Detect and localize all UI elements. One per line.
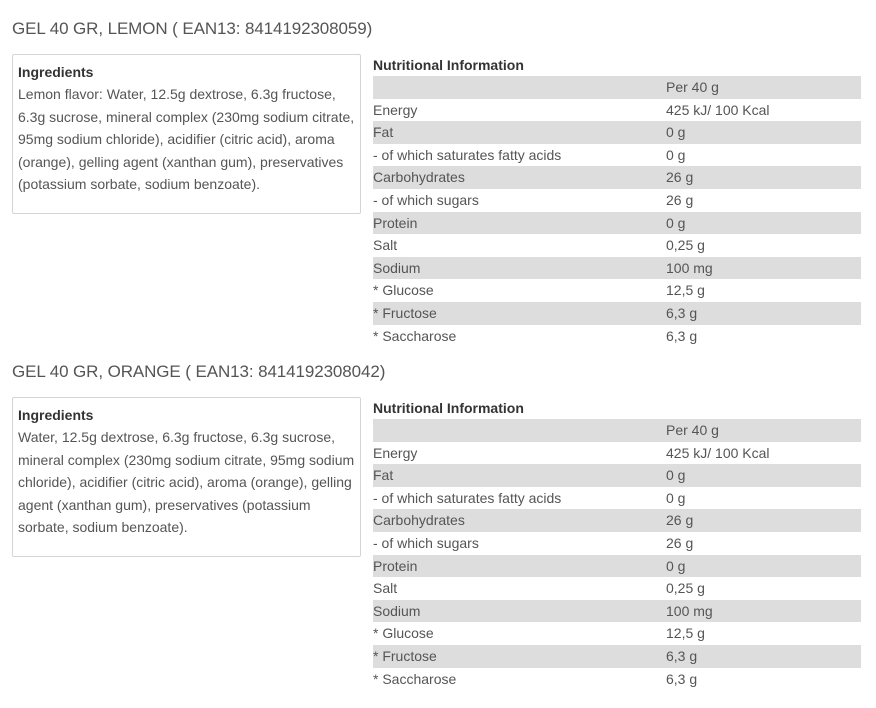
table-row bbox=[373, 577, 861, 600]
table-row bbox=[373, 600, 861, 623]
table-row bbox=[373, 668, 861, 691]
table-row bbox=[373, 487, 861, 510]
table-row bbox=[373, 166, 861, 189]
nutrient-name: - of which sugars bbox=[373, 534, 479, 551]
nutrient-name: Fat bbox=[373, 464, 666, 487]
nutrient-name: Energy bbox=[373, 444, 418, 461]
nutrition-heading: Nutritional Information bbox=[373, 400, 524, 416]
table-row bbox=[373, 212, 861, 235]
table-row bbox=[373, 257, 861, 280]
nutrient-value: 26 g bbox=[666, 191, 694, 208]
table-row bbox=[373, 442, 861, 465]
nutrient-name: Protein bbox=[373, 555, 666, 578]
nutrition-panel bbox=[373, 54, 861, 347]
nutrient-value: 26 g bbox=[666, 166, 861, 189]
nutrient-name: * Saccharose bbox=[373, 327, 457, 344]
table-row bbox=[373, 419, 861, 442]
nutrient-name: - of which saturates fatty acids bbox=[373, 146, 562, 163]
nutrient-name: Energy bbox=[373, 101, 418, 118]
nutrient-name: Sodium bbox=[373, 257, 666, 280]
ingredients-text: Lemon flavor: Water, 12.5g dextrose, 6.3g fructose, 6.3g sucrose, mineral complex (230mg sodium citrate, 95mg sodium chloride), acidifier (citric acid), aroma (orange), gelling agent (xanthan gum), preservatives (potassium sorbate, sodium benzoate). bbox=[18, 86, 355, 193]
table-row bbox=[373, 234, 861, 257]
ingredients-box bbox=[12, 54, 361, 214]
nutrient-value: 0 g bbox=[666, 121, 861, 144]
table-row bbox=[373, 532, 861, 555]
nutrient-name: Fat bbox=[373, 121, 666, 144]
nutrient-name: Sodium bbox=[373, 600, 666, 623]
nutrient-name: * Saccharose bbox=[373, 670, 457, 687]
ingredients-text: Water, 12.5g dextrose, 6.3g fructose, 6.3g sucrose, mineral complex (230mg sodium citrate, 95mg sodium chloride), acidifier (citric acid), aroma (orange), gelling agent (xanthan gum), preservatives (potassium sorbate, sodium benzoate). bbox=[18, 429, 355, 536]
nutrient-value: 6,3 g bbox=[666, 327, 698, 344]
table-row bbox=[373, 645, 861, 668]
table-row bbox=[373, 99, 861, 122]
nutrient-value: Per 40 g bbox=[666, 419, 861, 442]
nutrient-value: 26 g bbox=[666, 509, 861, 532]
nutrient-value: 0 g bbox=[666, 146, 686, 163]
table-row bbox=[373, 189, 861, 212]
nutrition-table bbox=[373, 76, 861, 347]
nutrition-table bbox=[373, 419, 861, 690]
product-title: GEL 40 GR, LEMON ( EAN13: 8414192308059) bbox=[12, 19, 373, 38]
table-row bbox=[373, 622, 861, 645]
nutrition-heading: Nutritional Information bbox=[373, 57, 524, 73]
nutrient-name: - of which saturates fatty acids bbox=[373, 489, 562, 506]
table-row bbox=[373, 509, 861, 532]
nutrient-name: Carbohydrates bbox=[373, 509, 666, 532]
table-row bbox=[373, 279, 861, 302]
nutrient-value: 0,25 g bbox=[666, 580, 705, 597]
nutrient-name: * Glucose bbox=[373, 625, 434, 642]
nutrient-name: - of which sugars bbox=[373, 191, 479, 208]
nutrient-value: 100 mg bbox=[666, 257, 861, 280]
table-row bbox=[373, 144, 861, 167]
nutrient-name: Protein bbox=[373, 212, 666, 235]
nutrient-value: 6,3 g bbox=[666, 645, 861, 668]
nutrient-value: 12,5 g bbox=[666, 625, 705, 642]
ingredients-heading: Ingredients bbox=[18, 407, 94, 423]
table-row bbox=[373, 464, 861, 487]
nutrient-name: * Glucose bbox=[373, 282, 434, 299]
table-row bbox=[373, 325, 861, 348]
nutrient-value: Per 40 g bbox=[666, 76, 861, 99]
table-row bbox=[373, 121, 861, 144]
nutrient-name: * Fructose bbox=[373, 302, 666, 325]
nutrient-value: 12,5 g bbox=[666, 282, 705, 299]
product-title: GEL 40 GR, ORANGE ( EAN13: 8414192308042) bbox=[12, 362, 386, 381]
ingredients-box bbox=[12, 397, 361, 557]
nutrient-value: 425 kJ/ 100 Kcal bbox=[666, 101, 770, 118]
nutrient-value: 6,3 g bbox=[666, 670, 698, 687]
table-row bbox=[373, 76, 861, 99]
table-row bbox=[373, 302, 861, 325]
nutrient-name: Carbohydrates bbox=[373, 166, 666, 189]
nutrient-value: 0 g bbox=[666, 464, 861, 487]
nutrient-name: * Fructose bbox=[373, 645, 666, 668]
nutrient-value: 0 g bbox=[666, 555, 861, 578]
nutrient-value: 0 g bbox=[666, 489, 686, 506]
nutrient-value: 0 g bbox=[666, 212, 861, 235]
nutrient-value: 0,25 g bbox=[666, 237, 705, 254]
ingredients-heading: Ingredients bbox=[18, 64, 94, 80]
nutrient-value: 100 mg bbox=[666, 600, 861, 623]
table-row bbox=[373, 555, 861, 578]
nutrient-name: Salt bbox=[373, 237, 398, 254]
nutrient-name bbox=[373, 76, 666, 99]
nutrient-name bbox=[373, 419, 666, 442]
nutrient-value: 26 g bbox=[666, 534, 694, 551]
nutrition-panel bbox=[373, 397, 861, 690]
nutrient-value: 425 kJ/ 100 Kcal bbox=[666, 444, 770, 461]
nutrient-name: Salt bbox=[373, 580, 398, 597]
nutrient-value: 6,3 g bbox=[666, 302, 861, 325]
